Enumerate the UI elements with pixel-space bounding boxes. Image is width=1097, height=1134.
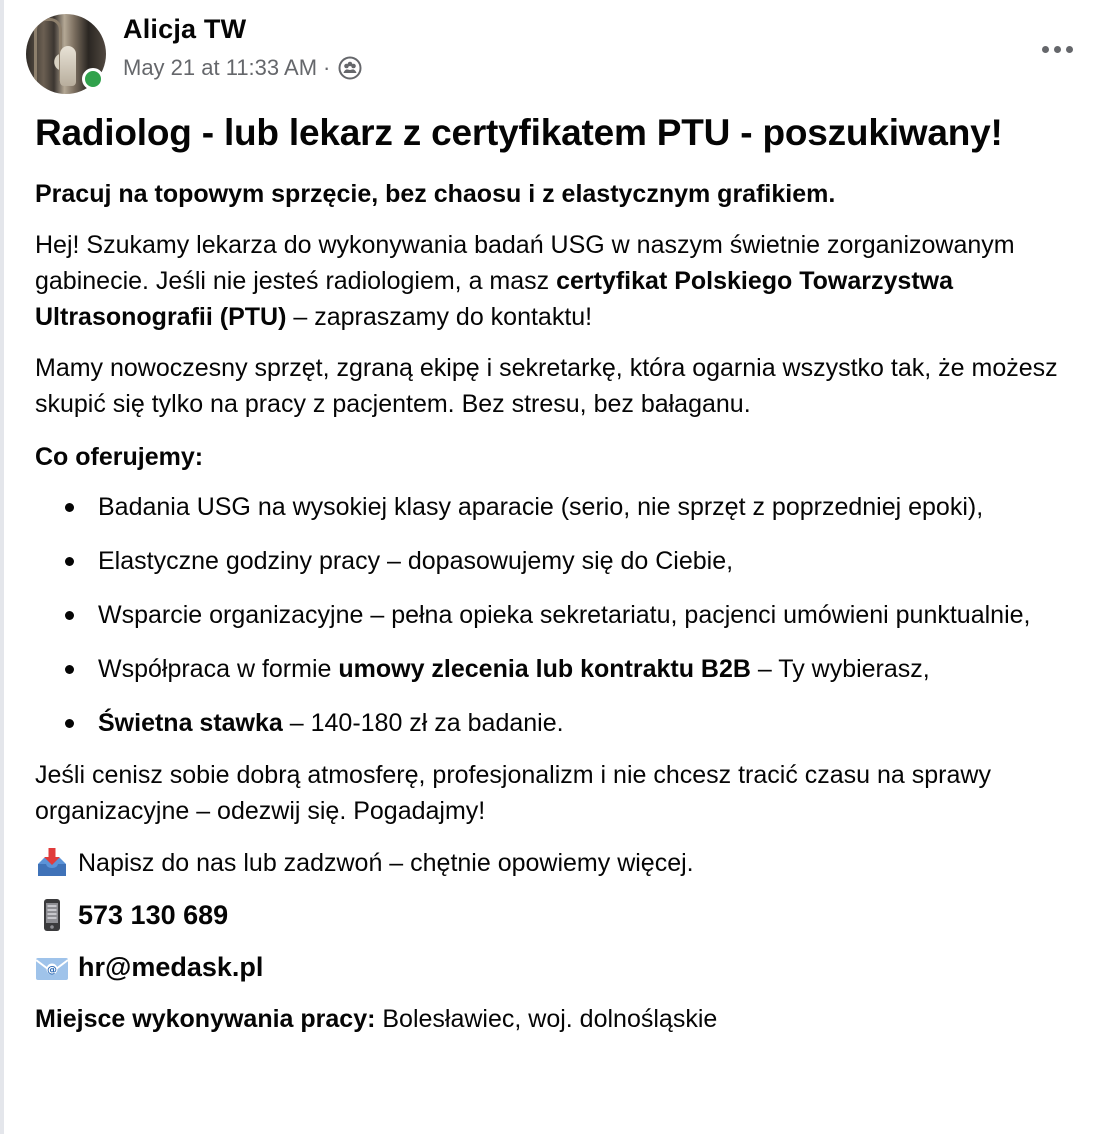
inbox-tray-icon [35, 846, 69, 880]
email-envelope-icon [35, 950, 69, 984]
phone-number[interactable]: 573 130 689 [78, 900, 229, 930]
intro-paragraph: Hej! Szukamy lekarza do wykonywania badań USG w naszym świetnie zorganizowanym gabinecie. Jeśli nie jesteś radiologiem, a masz certyfikat Polskiego Towarzystwa Ultrasonografii (PTU) – zapraszamy do kontaktu! [35, 231, 1015, 331]
email-address[interactable]: hr@medask.pl [78, 952, 264, 982]
list-item: Wsparcie organizacyjne – pełna opieka sekretariatu, pacjenci umówieni punktualnie, [35, 597, 1080, 633]
offer-title: Co oferujemy: [35, 443, 204, 471]
mobile-phone-icon [35, 898, 69, 932]
post-timestamp[interactable]: May 21 at 11:33 AM [123, 55, 318, 80]
post-body [35, 108, 1080, 1037]
card-border [0, 0, 4, 1134]
contact-intro-line [35, 845, 1080, 881]
offer-list [35, 489, 1080, 741]
list-item: Badania USG na wysokiej klasy aparacie (serio, nie sprzęt z poprzedniej epoki), [35, 489, 1080, 525]
meta-separator: · [323, 55, 331, 80]
author-name[interactable]: Alicja TW [123, 14, 247, 44]
avatar-arch [34, 18, 62, 81]
avatar-statue [60, 46, 76, 86]
more-options-icon[interactable] [1034, 36, 1080, 62]
online-status-dot [82, 68, 104, 90]
phone-line [35, 897, 1080, 933]
post-subhead: Pracuj na topowym sprzęcie, bez chaosu i z elastycznym grafikiem. [35, 180, 836, 208]
contact-intro-text: Napisz do nas lub zadzwoń – chętnie opowiemy więcej. [78, 849, 694, 877]
team-paragraph: Mamy nowoczesny sprzęt, zgraną ekipę i sekretarkę, która ogarnia wszystko tak, że możesz skupić się tylko na pracy z pacjentem. Bez stresu, bez bałaganu. [35, 354, 1058, 418]
list-item: Elastyczne godziny pracy – dopasowujemy się do Ciebie, [35, 543, 1080, 579]
post-meta [123, 54, 362, 82]
list-item: Świetna stawka – 140-180 zł za badanie. [35, 705, 1080, 741]
post-headline: Radiolog - lub lekarz z certyfikatem PTU - poszukiwany! [35, 112, 1003, 153]
group-audience-icon[interactable] [338, 56, 362, 80]
svg-text:@: @ [47, 965, 57, 976]
email-line [35, 949, 1080, 985]
list-item: Współpraca w formie umowy zlecenia lub kontraktu B2B – Ty wybierasz, [35, 651, 1080, 687]
location-line: Miejsce wykonywania pracy: Bolesławiec, woj. dolnośląskie [35, 1005, 718, 1033]
closing-paragraph: Jeśli cenisz sobie dobrą atmosferę, profesjonalizm i nie chcesz tracić czasu na sprawy organizacyjne – odezwij się. Pogadajmy! [35, 761, 991, 825]
